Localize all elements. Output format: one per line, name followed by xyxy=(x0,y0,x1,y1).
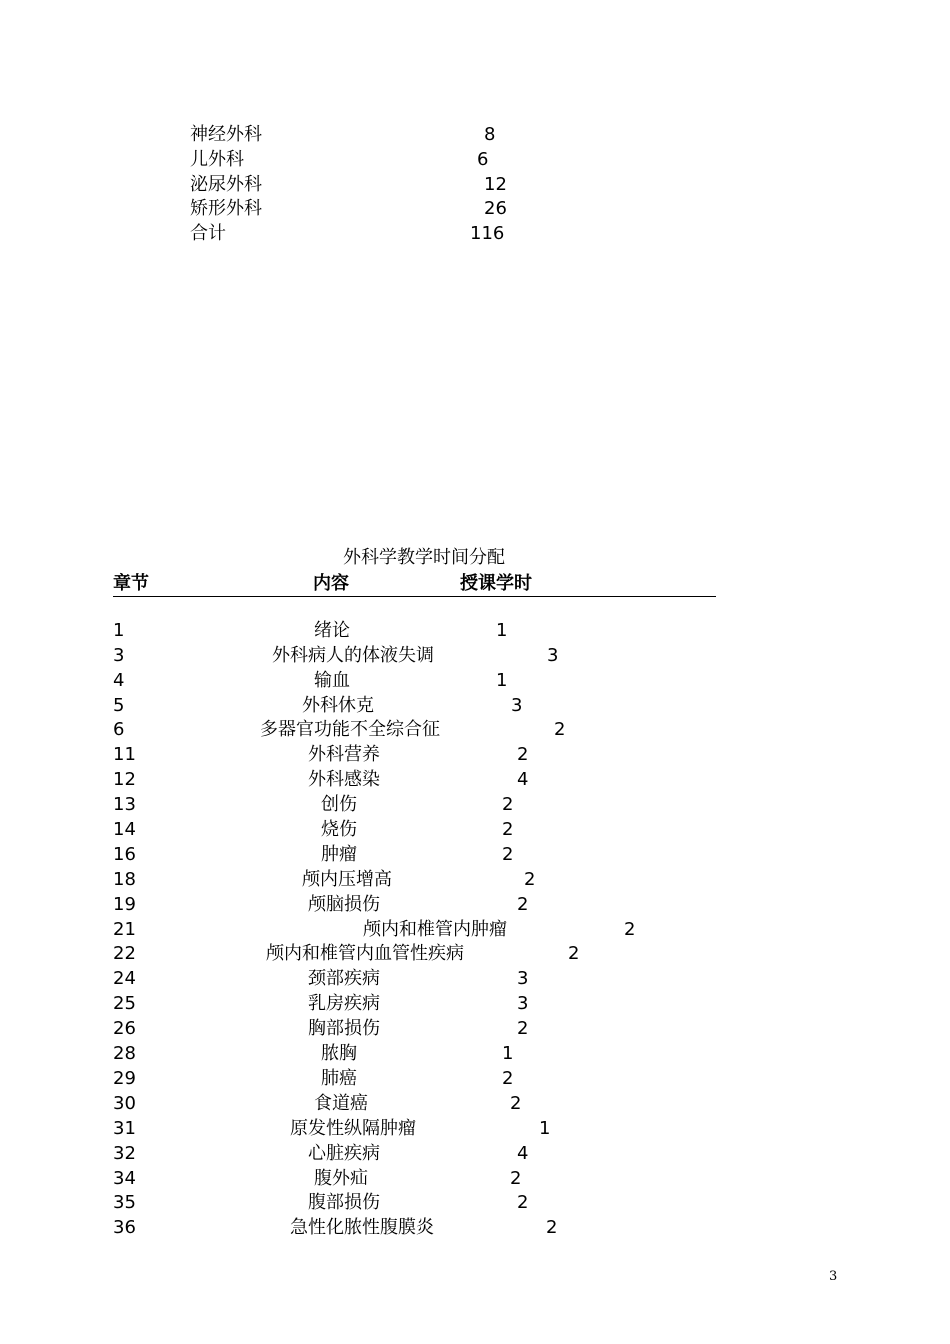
row-chapter: 30 xyxy=(113,1093,136,1114)
row-hours: 2 xyxy=(546,1217,558,1238)
header-hours: 授课学时 xyxy=(460,573,532,594)
row-hours: 2 xyxy=(510,1168,522,1189)
row-chapter: 14 xyxy=(113,819,136,840)
row-content: 腹外疝 xyxy=(314,1168,368,1189)
row-chapter: 3 xyxy=(113,645,125,666)
row-chapter: 16 xyxy=(113,844,136,865)
row-content: 腹部损伤 xyxy=(308,1192,380,1213)
row-content: 颅内和椎管内肿瘤 xyxy=(363,919,507,940)
row-hours: 2 xyxy=(502,844,514,865)
summary-hours: 8 xyxy=(484,124,496,145)
row-hours: 3 xyxy=(517,968,529,989)
row-content: 外科感染 xyxy=(308,769,380,790)
page-number: 3 xyxy=(829,1269,838,1284)
row-content: 心脏疾病 xyxy=(308,1143,380,1164)
row-hours: 1 xyxy=(496,620,508,641)
row-content: 脓胸 xyxy=(321,1043,357,1064)
row-content: 肿瘤 xyxy=(321,844,357,865)
summary-name: 矫形外科 xyxy=(190,198,262,219)
row-content: 颅脑损伤 xyxy=(308,894,380,915)
row-chapter: 32 xyxy=(113,1143,136,1164)
row-hours: 2 xyxy=(502,794,514,815)
row-chapter: 1 xyxy=(113,620,125,641)
row-hours: 2 xyxy=(502,1068,514,1089)
row-content: 输血 xyxy=(314,670,350,691)
row-chapter: 4 xyxy=(113,670,125,691)
row-hours: 2 xyxy=(502,819,514,840)
row-hours: 4 xyxy=(517,1143,529,1164)
row-hours: 2 xyxy=(554,719,566,740)
row-chapter: 24 xyxy=(113,968,136,989)
row-content: 多器官功能不全综合征 xyxy=(260,719,440,740)
row-content: 烧伤 xyxy=(321,819,357,840)
row-chapter: 19 xyxy=(113,894,136,915)
row-hours: 1 xyxy=(502,1043,514,1064)
row-content: 急性化脓性腹膜炎 xyxy=(290,1217,434,1238)
row-hours: 3 xyxy=(547,645,559,666)
row-chapter: 18 xyxy=(113,869,136,890)
row-chapter: 28 xyxy=(113,1043,136,1064)
summary-hours: 6 xyxy=(477,149,489,170)
row-chapter: 13 xyxy=(113,794,136,815)
row-content: 颅内压增高 xyxy=(302,869,392,890)
row-chapter: 22 xyxy=(113,943,136,964)
row-chapter: 5 xyxy=(113,695,125,716)
row-hours: 2 xyxy=(517,1192,529,1213)
row-content: 外科营养 xyxy=(308,744,380,765)
row-hours: 4 xyxy=(517,769,529,790)
row-hours: 2 xyxy=(524,869,536,890)
row-content: 创伤 xyxy=(321,794,357,815)
row-hours: 1 xyxy=(539,1118,551,1139)
header-chapter: 章节 xyxy=(113,573,149,594)
header-divider xyxy=(113,596,716,597)
row-content: 胸部损伤 xyxy=(308,1018,380,1039)
summary-name: 神经外科 xyxy=(190,124,262,145)
row-content: 外科病人的体液失调 xyxy=(272,645,434,666)
row-chapter: 35 xyxy=(113,1192,136,1213)
schedule-title: 外科学教学时间分配 xyxy=(343,547,505,568)
row-hours: 2 xyxy=(510,1093,522,1114)
row-hours: 2 xyxy=(517,1018,529,1039)
row-chapter: 34 xyxy=(113,1168,136,1189)
row-content: 乳房疾病 xyxy=(308,993,380,1014)
summary-name: 合计 xyxy=(190,223,226,244)
header-content: 内容 xyxy=(313,573,349,594)
row-content: 肺癌 xyxy=(321,1068,357,1089)
row-chapter: 12 xyxy=(113,769,136,790)
row-chapter: 26 xyxy=(113,1018,136,1039)
row-chapter: 25 xyxy=(113,993,136,1014)
row-content: 食道癌 xyxy=(314,1093,368,1114)
row-chapter: 29 xyxy=(113,1068,136,1089)
row-content: 绪论 xyxy=(314,620,350,641)
row-content: 原发性纵隔肿瘤 xyxy=(290,1118,416,1139)
summary-hours: 116 xyxy=(470,223,505,244)
row-chapter: 11 xyxy=(113,744,136,765)
row-chapter: 21 xyxy=(113,919,136,940)
summary-hours: 26 xyxy=(484,198,507,219)
row-content: 外科休克 xyxy=(302,695,374,716)
row-hours: 2 xyxy=(517,894,529,915)
row-hours: 3 xyxy=(517,993,529,1014)
row-hours: 2 xyxy=(624,919,636,940)
summary-name: 儿外科 xyxy=(190,149,244,170)
row-content: 颈部疾病 xyxy=(308,968,380,989)
row-hours: 3 xyxy=(511,695,523,716)
summary-name: 泌尿外科 xyxy=(190,174,262,195)
row-chapter: 31 xyxy=(113,1118,136,1139)
summary-hours: 12 xyxy=(484,174,507,195)
row-hours: 1 xyxy=(496,670,508,691)
row-chapter: 36 xyxy=(113,1217,136,1238)
row-content: 颅内和椎管内血管性疾病 xyxy=(266,943,464,964)
row-hours: 2 xyxy=(517,744,529,765)
row-hours: 2 xyxy=(568,943,580,964)
row-chapter: 6 xyxy=(113,719,125,740)
